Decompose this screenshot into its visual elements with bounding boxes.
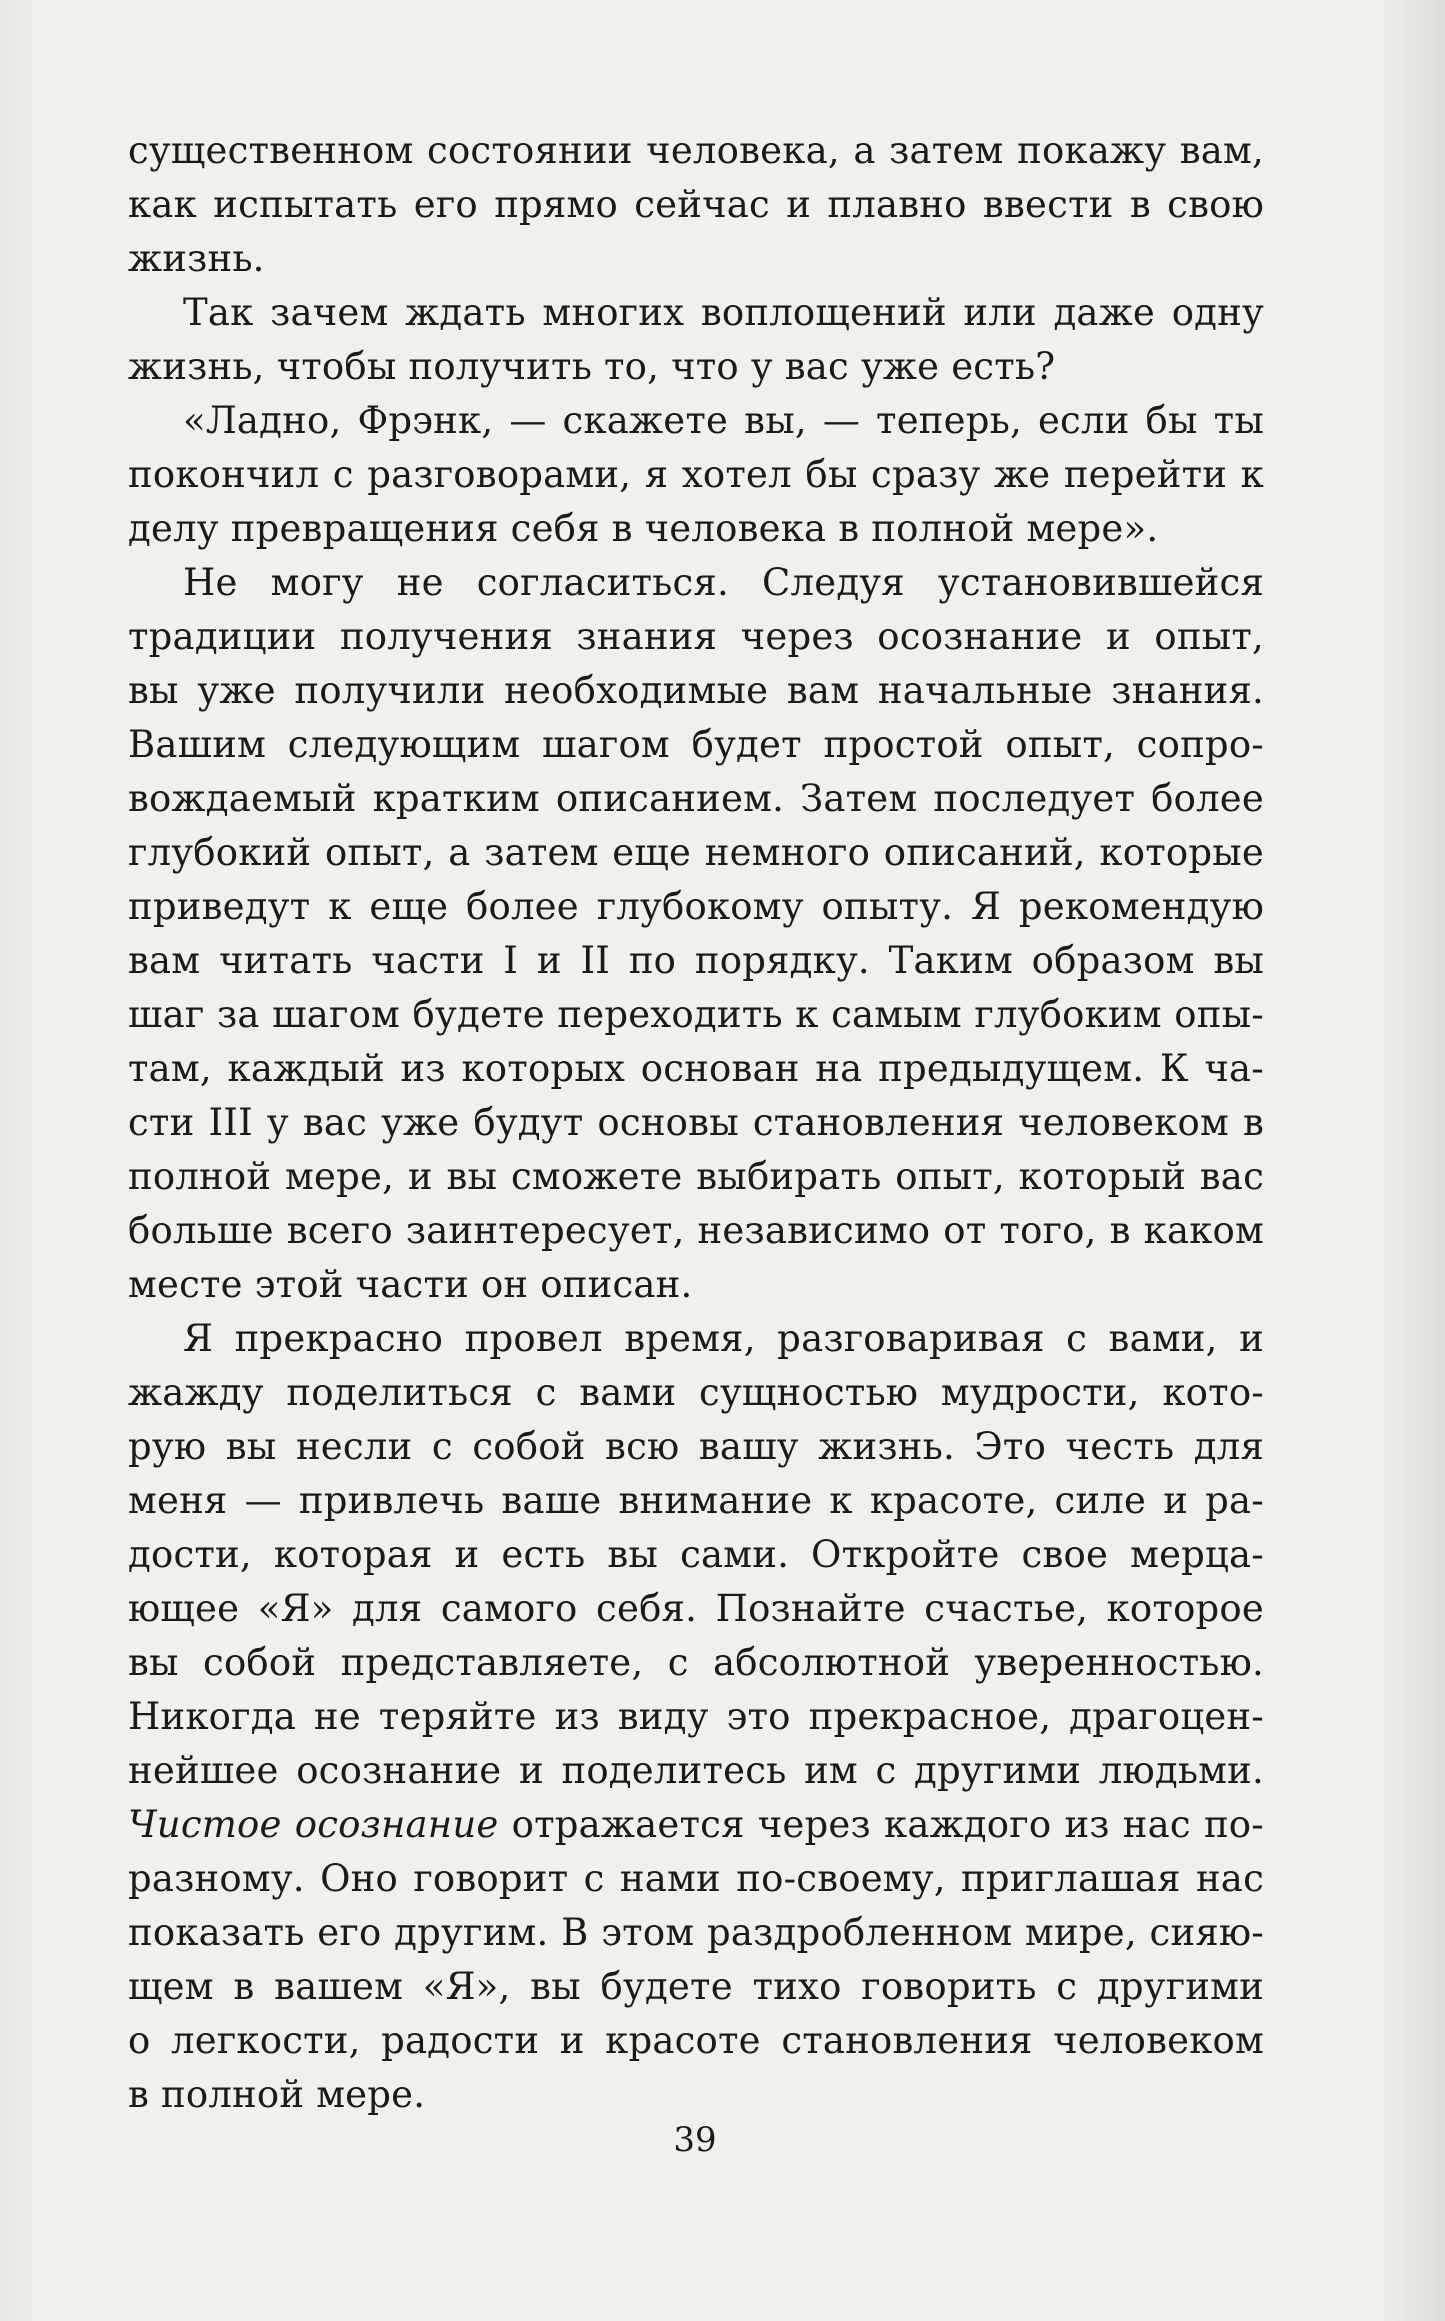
text-line: глубокий опыт, а затем еще немного описаний, которые bbox=[128, 831, 1264, 874]
text-line: «Ладно, Фрэнк, — скажете вы, — теперь, если бы ты bbox=[183, 399, 1264, 442]
text-line: приведут к еще более глубокому опыту. Я рекомендую bbox=[128, 885, 1264, 928]
text-line: больше всего заинтересует, независимо от того, в каком bbox=[128, 1209, 1264, 1252]
text-line: нейшее осознание и поделитесь им с другими людьми. bbox=[128, 1749, 1264, 1792]
text-line: покончил с разговорами, я хотел бы сразу же перейти к bbox=[128, 453, 1264, 496]
text-line: меня — привлечь ваше внимание к красоте, силе и ра- bbox=[128, 1479, 1264, 1522]
text-line: о легкости, радости и красоте становления человеком bbox=[128, 2019, 1264, 2062]
text-line: в полной мере. bbox=[128, 2073, 426, 2116]
text-line: Вашим следующим шагом будет простой опыт, сопро- bbox=[128, 723, 1264, 766]
text-line: разному. Оно говорит с нами по-своему, приглашая нас bbox=[128, 1857, 1264, 1900]
italic-term: Чистое осознание bbox=[128, 1803, 499, 1846]
text-line: рую вы несли с собой всю вашу жизнь. Это честь для bbox=[128, 1425, 1264, 1468]
text-line: сти III у вас уже будут основы становления человеком в bbox=[128, 1101, 1264, 1144]
text-line: Не могу не согласиться. Следуя установившейся bbox=[183, 561, 1264, 604]
text-line: Никогда не теряйте из виду это прекрасное, драгоцен- bbox=[128, 1695, 1264, 1738]
page-number: 39 bbox=[673, 2120, 717, 2160]
text-line: ющее «Я» для самого себя. Познайте счастье, которое bbox=[128, 1587, 1264, 1630]
text-line: традиции получения знания через осознание и опыт, bbox=[128, 615, 1264, 658]
text-line: жизнь, чтобы получить то, что у вас уже есть? bbox=[128, 345, 1056, 388]
text-line: вы собой представляете, с абсолютной уверенностью. bbox=[128, 1641, 1264, 1684]
text-line: вы уже получили необходимые вам начальные знания. bbox=[128, 669, 1264, 712]
text-line: месте этой части он описан. bbox=[128, 1263, 693, 1306]
text-line: полной мере, и вы сможете выбирать опыт, который вас bbox=[128, 1155, 1264, 1198]
text-line-mixed bbox=[128, 1798, 1264, 1852]
text-line: вам читать части I и II по порядку. Таким образом вы bbox=[128, 939, 1264, 982]
text-line: жизнь. bbox=[128, 237, 265, 280]
text-line: существенном состоянии человека, а затем покажу вам, bbox=[128, 129, 1264, 172]
text-line: как испытать его прямо сейчас и плавно ввести в свою bbox=[128, 183, 1264, 226]
body-text bbox=[128, 124, 1264, 2122]
text-line: дости, которая и есть вы сами. Откройте свое мерца- bbox=[128, 1533, 1264, 1576]
text-line: делу превращения себя в человека в полной мере». bbox=[128, 507, 1159, 550]
text-line: Я прекрасно провел время, разговаривая с вами, и bbox=[183, 1317, 1264, 1360]
text-line: жажду поделиться с вами сущностью мудрости, кото- bbox=[128, 1371, 1264, 1414]
text-line: шаг за шагом будете переходить к самым глубоким опы- bbox=[128, 993, 1264, 1036]
text-line: вождаемый кратким описанием. Затем последует более bbox=[128, 777, 1264, 820]
text-line: щем в вашем «Я», вы будете тихо говорить с другими bbox=[128, 1965, 1264, 2008]
text-line: Так зачем ждать многих воплощений или даже одну bbox=[183, 291, 1264, 334]
text-line: показать его другим. В этом раздробленном мире, сияю- bbox=[128, 1911, 1264, 1954]
text-fragment: отражается через каждого из нас по- bbox=[498, 1803, 1264, 1846]
text-line: там, каждый из которых основан на предыдущем. К ча- bbox=[128, 1047, 1264, 1090]
